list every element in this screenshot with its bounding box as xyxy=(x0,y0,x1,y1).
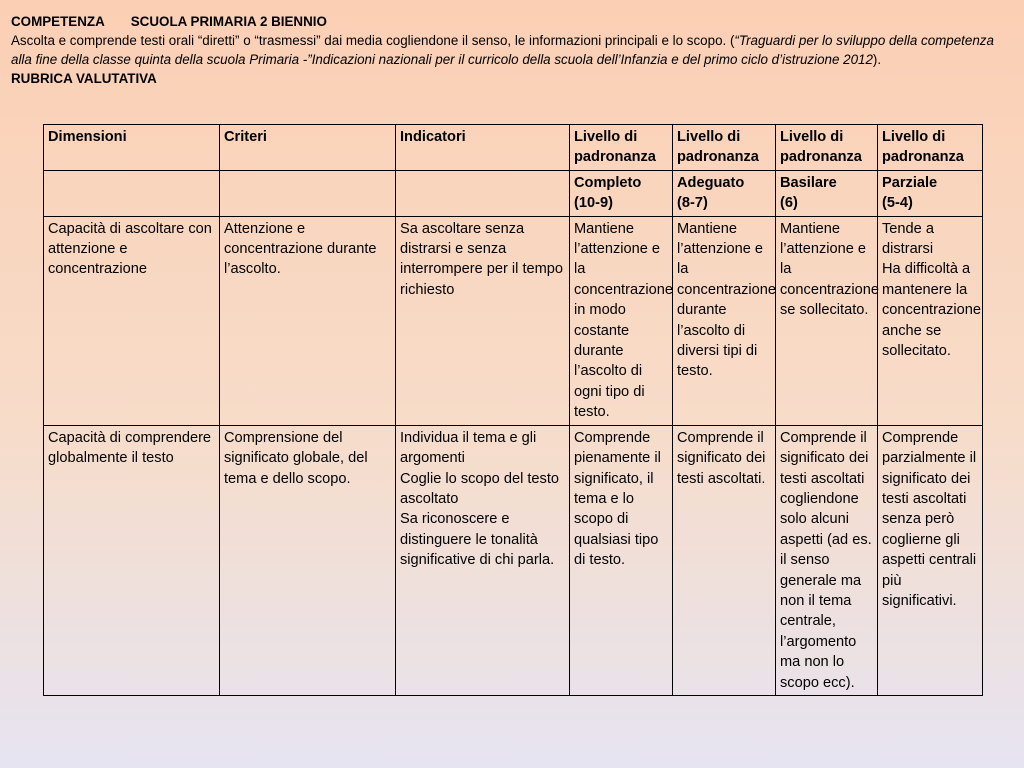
livello-line: Tende a distrarsi xyxy=(882,220,934,258)
livello-adeguato-cell: Mantiene l’attenzione e la concentrazione durante l’ascolto di diversi tipi di testo. xyxy=(673,216,776,425)
livello-completo-cell: Comprende pienamente il significato, il tema e lo scopo di qualsiasi tipo di testo. xyxy=(570,425,673,695)
livello-parziale-cell xyxy=(878,216,983,425)
col-livello-header: Livello di padronanza xyxy=(673,125,776,171)
livello-parziale-cell: Comprende parzialmente il significato dei testi ascoltati senza però coglierne gli aspetti centrali più significativi. xyxy=(878,425,983,695)
criterio-cell: Attenzione e concentrazione durante l’ascolto. xyxy=(220,216,396,425)
col-criteri-header: Criteri xyxy=(220,125,396,171)
rubric-table xyxy=(43,124,983,696)
indicatore-line: Individua il tema e gli argomenti xyxy=(400,429,537,467)
indicatore-line: Coglie lo scopo del testo ascoltato xyxy=(400,470,560,507)
livello-basilare-cell: Mantiene l’attenzione e la concentrazione se sollecitato. xyxy=(776,216,878,425)
level-name: Parziale xyxy=(882,174,938,191)
col-livello-header: Livello di padronanza xyxy=(878,125,983,171)
empty-cell xyxy=(44,170,220,216)
livello-basilare-cell: Comprende il significato dei testi ascoltati cogliendone solo alcuni aspetti (ad es. il senso generale ma non il tema centrale, l’argomento ma non lo scopo ecc). xyxy=(776,425,878,695)
description-italic: “Traguardi per lo sviluppo della competenza alla fine della classe quinta della scuola Primaria -”Indicazioni nazionali per il curricolo della scuola dell’Infanzia e del primo ciclo d’istruzione 2012 xyxy=(11,33,994,67)
col-dimensioni-header: Dimensioni xyxy=(44,125,220,171)
competence-title xyxy=(11,12,1011,31)
empty-cell xyxy=(220,170,396,216)
indicatore-line: Sa ascoltare senza distrarsi e senza interrompere per il tempo richiesto xyxy=(400,220,564,298)
col-livello-header: Livello di padronanza xyxy=(570,125,673,171)
livello-adeguato-cell: Comprende il significato dei testi ascoltati. xyxy=(673,425,776,695)
table-row xyxy=(44,425,983,695)
level-range: (8-7) xyxy=(677,195,708,212)
level-parziale xyxy=(878,170,983,216)
competenza-label: COMPETENZA xyxy=(11,14,105,29)
rubric-label: RUBRICA VALUTATIVA xyxy=(11,71,157,86)
description-end: ). xyxy=(872,52,882,67)
level-row xyxy=(44,170,983,216)
header-row xyxy=(44,125,983,171)
school-level: SCUOLA PRIMARIA 2 BIENNIO xyxy=(130,14,327,29)
level-basilare xyxy=(776,170,878,216)
level-name: Basilare xyxy=(780,174,837,191)
indicatori-cell xyxy=(396,425,570,695)
document-header xyxy=(11,12,1011,88)
level-range: (10-9) xyxy=(574,195,613,212)
criterio-cell: Comprensione del significato globale, del tema e dello scopo. xyxy=(220,425,396,695)
competence-description xyxy=(11,31,1011,69)
indicatore-line: Sa riconoscere e distinguere le tonalità significative di chi parla. xyxy=(400,511,555,569)
col-indicatori-header: Indicatori xyxy=(396,125,570,171)
level-range: (6) xyxy=(780,195,798,212)
livello-completo-cell: Mantiene l’attenzione e la concentrazione in modo costante durante l’ascolto di ogni tipo di testo. xyxy=(570,216,673,425)
level-adeguato xyxy=(673,170,776,216)
dimensione-cell: Capacità di ascoltare con attenzione e concentrazione xyxy=(44,216,220,425)
indicatori-cell xyxy=(396,216,570,425)
dimensione-cell: Capacità di comprendere globalmente il testo xyxy=(44,425,220,695)
level-completo xyxy=(570,170,673,216)
level-name: Adeguato xyxy=(677,174,745,191)
empty-cell xyxy=(396,170,570,216)
level-range: (5-4) xyxy=(882,195,913,212)
table-row xyxy=(44,216,983,425)
description-plain: Ascolta e comprende testi orali “diretti” o “trasmessi” dai media cogliendone il senso, le informazioni principali e lo scopo. ( xyxy=(11,33,735,48)
col-livello-header: Livello di padronanza xyxy=(776,125,878,171)
level-name: Completo xyxy=(574,174,642,191)
livello-line: Ha difficoltà a mantenere la concentrazione anche se sollecitato. xyxy=(882,261,981,360)
